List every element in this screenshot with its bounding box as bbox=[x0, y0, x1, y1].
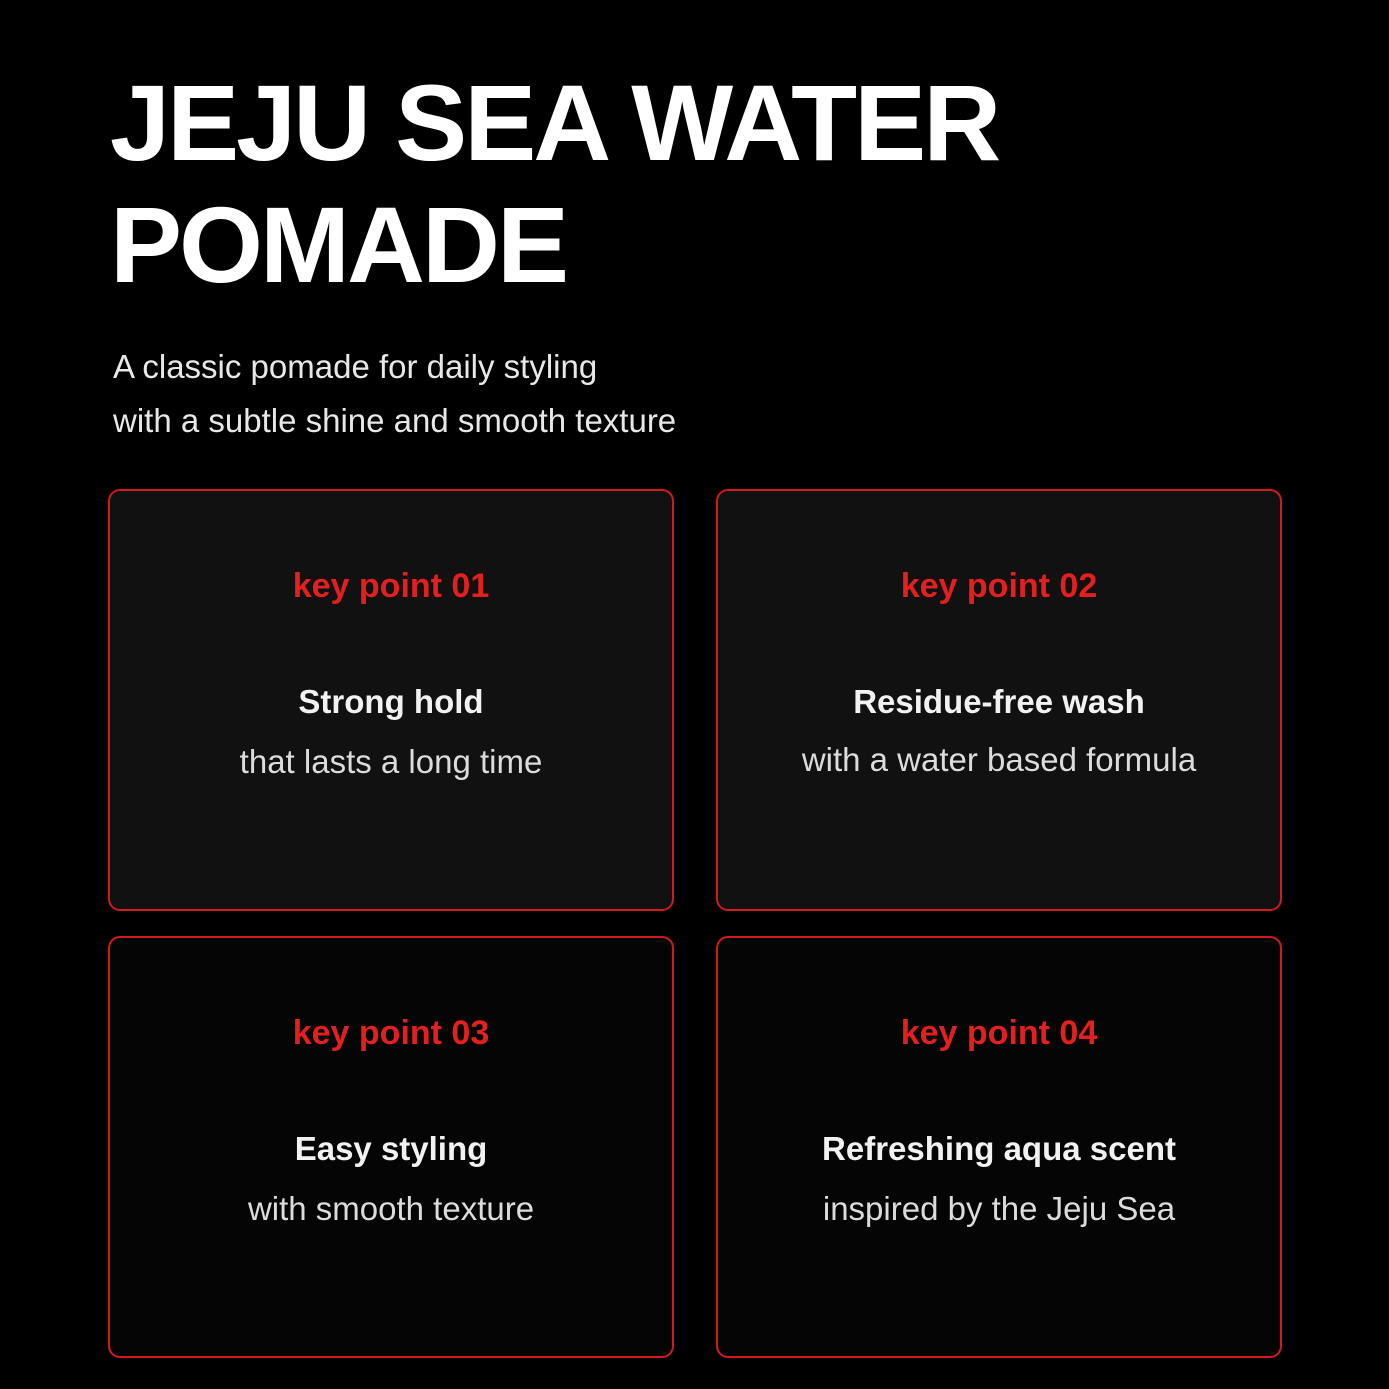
key-point-card-4 bbox=[716, 936, 1282, 1358]
key-point-card-1 bbox=[108, 489, 674, 911]
key-point-text: with a water based formula bbox=[801, 741, 1197, 778]
key-point-label: key point 02 bbox=[900, 567, 1098, 605]
subtitle bbox=[113, 340, 676, 448]
key-point-text: that lasts a long time bbox=[239, 743, 543, 780]
key-point-card-2 bbox=[716, 489, 1282, 911]
key-point-card-3 bbox=[108, 936, 674, 1358]
key-point-heading: Refreshing aqua scent bbox=[822, 1130, 1176, 1167]
key-point-label: key point 03 bbox=[292, 1014, 490, 1052]
title-line-1: JEJU SEA WATER bbox=[110, 62, 999, 183]
key-point-text: with smooth texture bbox=[247, 1190, 535, 1227]
key-point-heading: Residue-free wash bbox=[853, 683, 1145, 720]
page-title bbox=[110, 62, 998, 306]
key-point-heading: Easy styling bbox=[294, 1130, 488, 1167]
key-point-label: key point 04 bbox=[900, 1014, 1098, 1052]
key-point-heading: Strong hold bbox=[298, 683, 484, 720]
key-point-label: key point 01 bbox=[292, 567, 490, 605]
subtitle-line-1: A classic pomade for daily styling bbox=[113, 348, 598, 385]
title-line-2: POMADE bbox=[110, 184, 567, 305]
subtitle-line-2: with a subtle shine and smooth texture bbox=[113, 402, 677, 439]
key-point-text: inspired by the Jeju Sea bbox=[822, 1190, 1176, 1227]
